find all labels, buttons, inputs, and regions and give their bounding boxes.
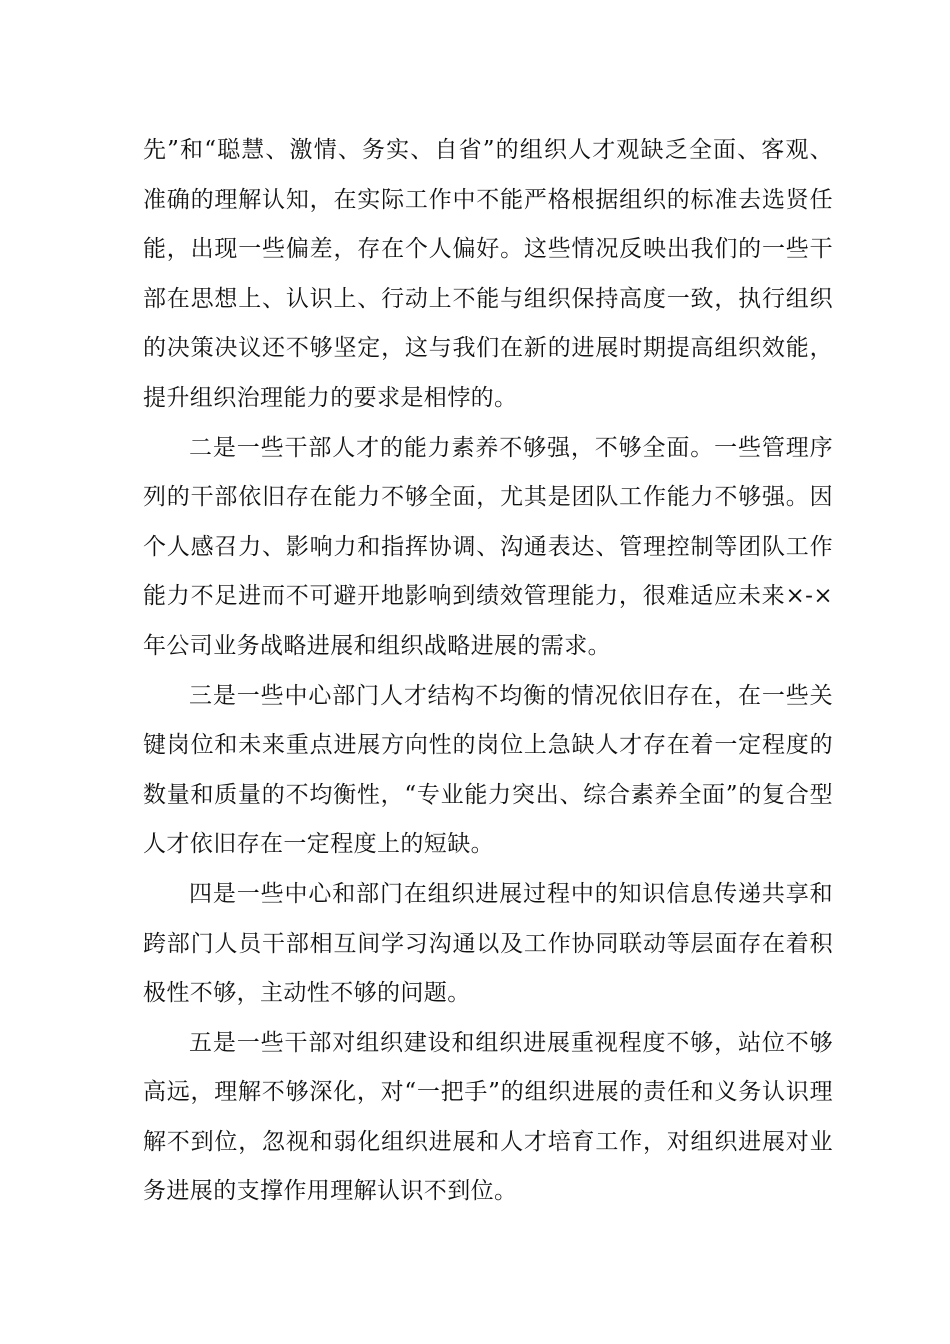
paragraph-point-5: 五是一些干部对组织建设和组织进展重视程度不够，站位不够高远，理解不够深化，对“一把手”的组织进展的责任和义务认识理解不到位，忽视和弱化组织进展和人才培育工作，对组织进展对业务进展的支撑作用理解认识不到位。 [143,1029,833,1205]
paragraph-point-2: 二是一些干部人才的能力素养不够强，不够全面。一些管理序列的干部依旧存在能力不够全面，尤其是团队工作能力不够强。因个人感召力、影响力和指挥协调、沟通表达、管理控制等团队工作能力不足进而不可避开地影响到绩效管理能力，很难适应未来×-×年公司业务战略进展和组织战略进展的需求。 [143,434,833,659]
paragraph-point-3: 三是一些中心部门人才结构不均衡的情况依旧存在，在一些关键岗位和未来重点进展方向性的岗位上急缺人才存在着一定程度的数量和质量的不均衡性，“专业能力突出、综合素养全面”的复合型人才依旧存在一定程度上的短缺。 [143,682,833,858]
document-body [143,126,833,1217]
paragraph-point-4: 四是一些中心和部门在组织进展过程中的知识信息传递共享和跨部门人员干部相互间学习沟通以及工作协同联动等层面存在着积极性不够，主动性不够的问题。 [143,880,833,1007]
paragraph-continuation: 先”和“聪慧、激情、务实、自省”的组织人才观缺乏全面、客观、准确的理解认知，在实际工作中不能严格根据组织的标准去选贤任能，出现一些偏差，存在个人偏好。这些情况反映出我们的一些干部在思想上、认识上、行动上不能与组织保持高度一致，执行组织的决策决议还不够坚定，这与我们在新的进展时期提高组织效能，提升组织治理能力的要求是相悖的。 [143,137,833,411]
